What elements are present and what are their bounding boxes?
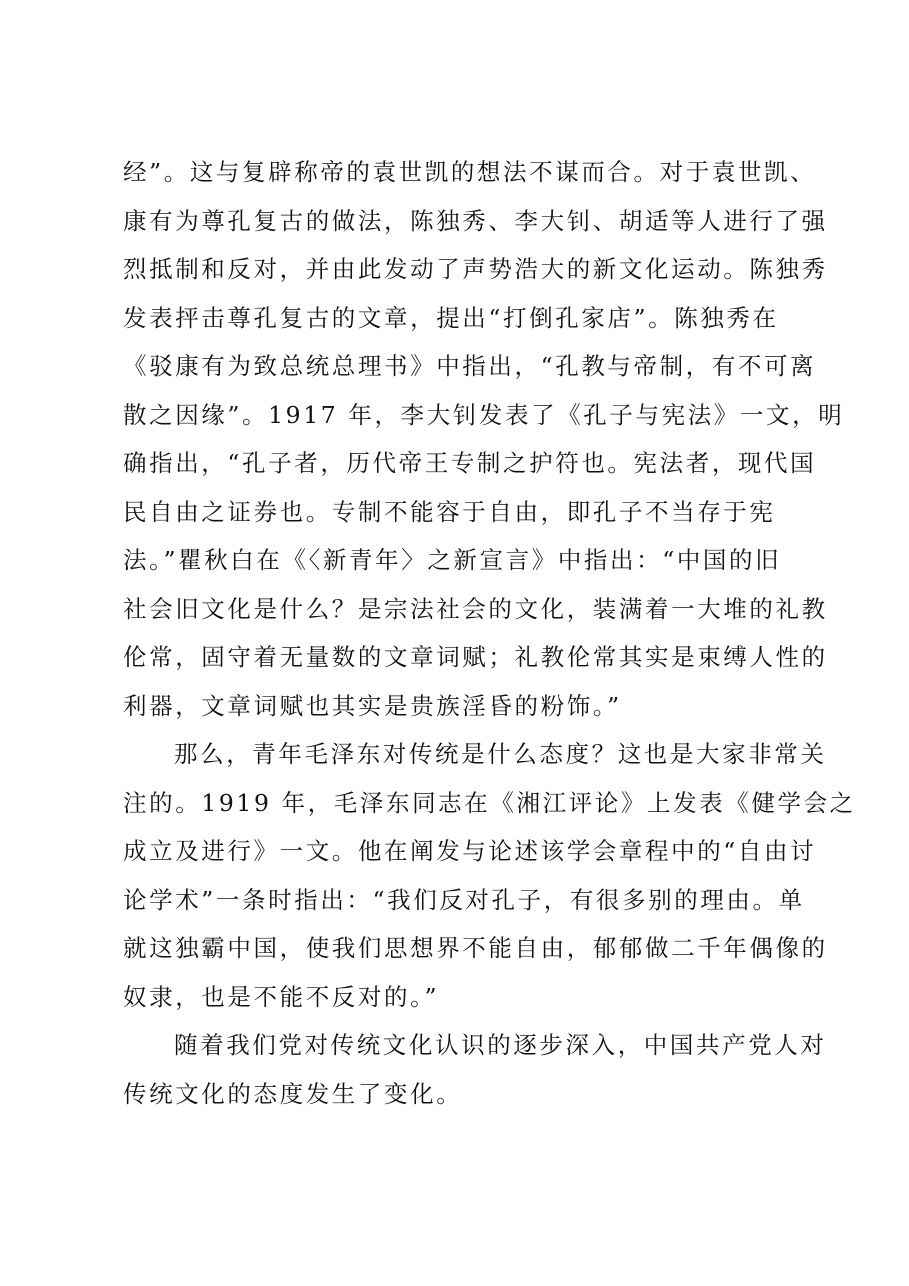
text-line: 社会旧文化是什么？是宗法社会的文化，装满着一大堆的礼教 <box>123 594 828 623</box>
text-line: 伦常，固守着无量数的文章词赋；礼教伦常其实是束缚人性的 <box>123 643 828 671</box>
text-line: 民自由之证券也。专制不能容于自由，即孔子不当存于宪 <box>123 497 776 526</box>
paragraph-first-line: 那么，青年毛泽东对传统是什么态度？这也是大家非常关 <box>174 740 827 768</box>
text-line: 发表抨击尊孔复古的文章，提出“打倒孔家店”。陈独秀在 <box>123 303 779 332</box>
text-line: 成立及进行》一文。他在阐发与论述该学会章程中的“自由讨 <box>123 837 817 865</box>
body-text <box>123 148 856 1118</box>
text-line: 《驳康有为致总统总理书》中指出，“孔教与帝制，有不可离 <box>123 352 817 380</box>
text-line: 利器，文章词赋也其实是贵族淫昏的粉饰。” <box>123 691 622 720</box>
text-line: 注的。1919 年，毛泽东同志在《湘江评论》上发表《健学会之 <box>123 788 856 817</box>
paragraph-first-line: 随着我们党对传统文化认识的逐步深入，中国共产党人对 <box>174 1031 827 1059</box>
text-line: 就这独霸中国，使我们思想界不能自由，郁郁做二千年偶像的 <box>123 934 828 962</box>
text-line: 康有为尊孔复古的做法，陈独秀、李大钊、胡适等人进行了强 <box>123 206 828 235</box>
text-line: 确指出，“孔子者，历代帝王专制之护符也。宪法者，现代国 <box>123 449 817 477</box>
text-line: 论学术”一条时指出：“我们反对孔子，有很多别的理由。单 <box>123 885 805 914</box>
text-line: 法。”瞿秋白在《〈新青年〉之新宣言》中指出：“中国的旧 <box>123 546 782 574</box>
text-line: 烈抵制和反对，并由此发动了声势浩大的新文化运动。陈独秀 <box>123 255 828 283</box>
text-line: 散之因缘”。1917 年，李大钊发表了《孔子与宪法》一文，明 <box>123 400 845 429</box>
text-line: 经”。这与复辟称帝的袁世凯的想法不谋而合。对于袁世凯、 <box>123 158 817 186</box>
text-line: 传统文化的态度发生了变化。 <box>123 1079 463 1108</box>
text-line: 奴隶，也是不能不反对的。” <box>123 982 440 1011</box>
